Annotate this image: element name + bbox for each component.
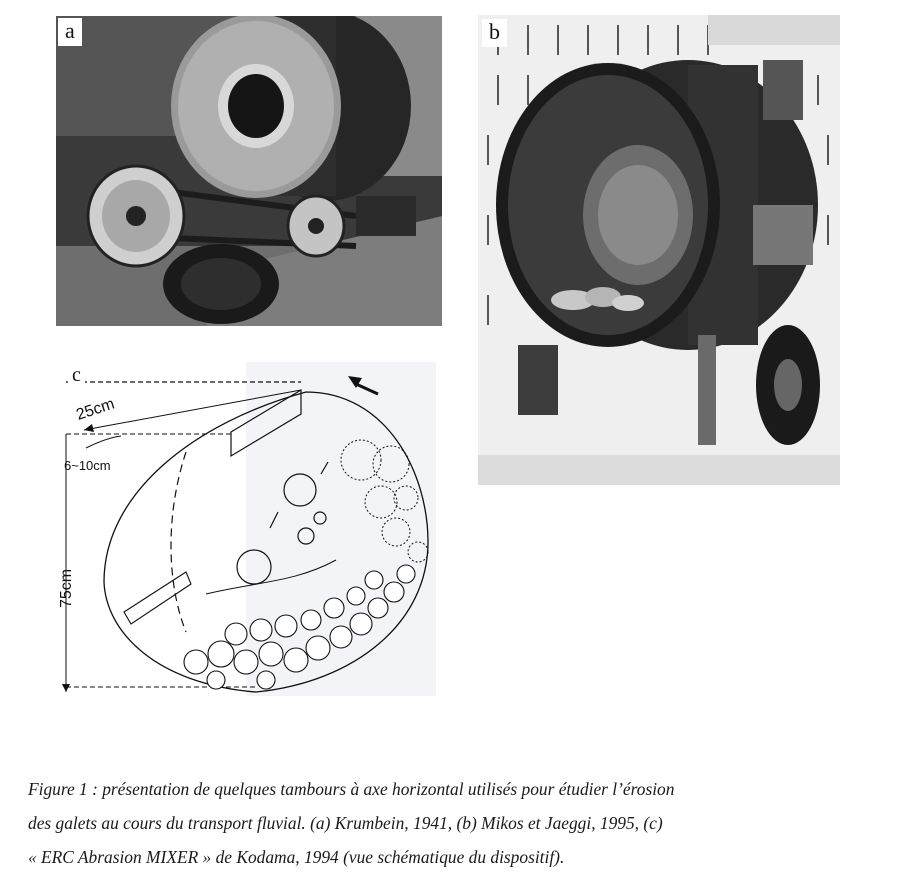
mixer-schematic xyxy=(56,362,436,696)
caption-line-1: Figure 1 : présentation de quelques tambours à axe horizontal utilisés pour étudier l’érosion xyxy=(28,779,675,799)
schematic-panel-c xyxy=(56,362,436,696)
dimension-6-10cm: 6~10cm xyxy=(64,458,111,473)
dimension-25cm: 25cm xyxy=(74,395,117,424)
panel-letter-a: a xyxy=(58,18,82,46)
photo-panel-b xyxy=(478,15,840,485)
photo-panel-a xyxy=(56,16,442,326)
panel-letter-c: c xyxy=(68,362,85,388)
caption-line-2: des galets au cours du transport fluvial. (a) Krumbein, 1941, (b) Mikos et Jaeggi, 1995, (c) xyxy=(28,813,663,833)
drum-photo-b xyxy=(478,15,840,485)
figure-caption xyxy=(28,772,888,874)
dimension-75cm: 75cm xyxy=(58,568,75,608)
drum-photo-a xyxy=(56,16,442,326)
caption-line-3: « ERC Abrasion MIXER » de Kodama, 1994 (vue schématique du dispositif). xyxy=(28,847,565,867)
panel-letter-b: b xyxy=(482,19,507,47)
